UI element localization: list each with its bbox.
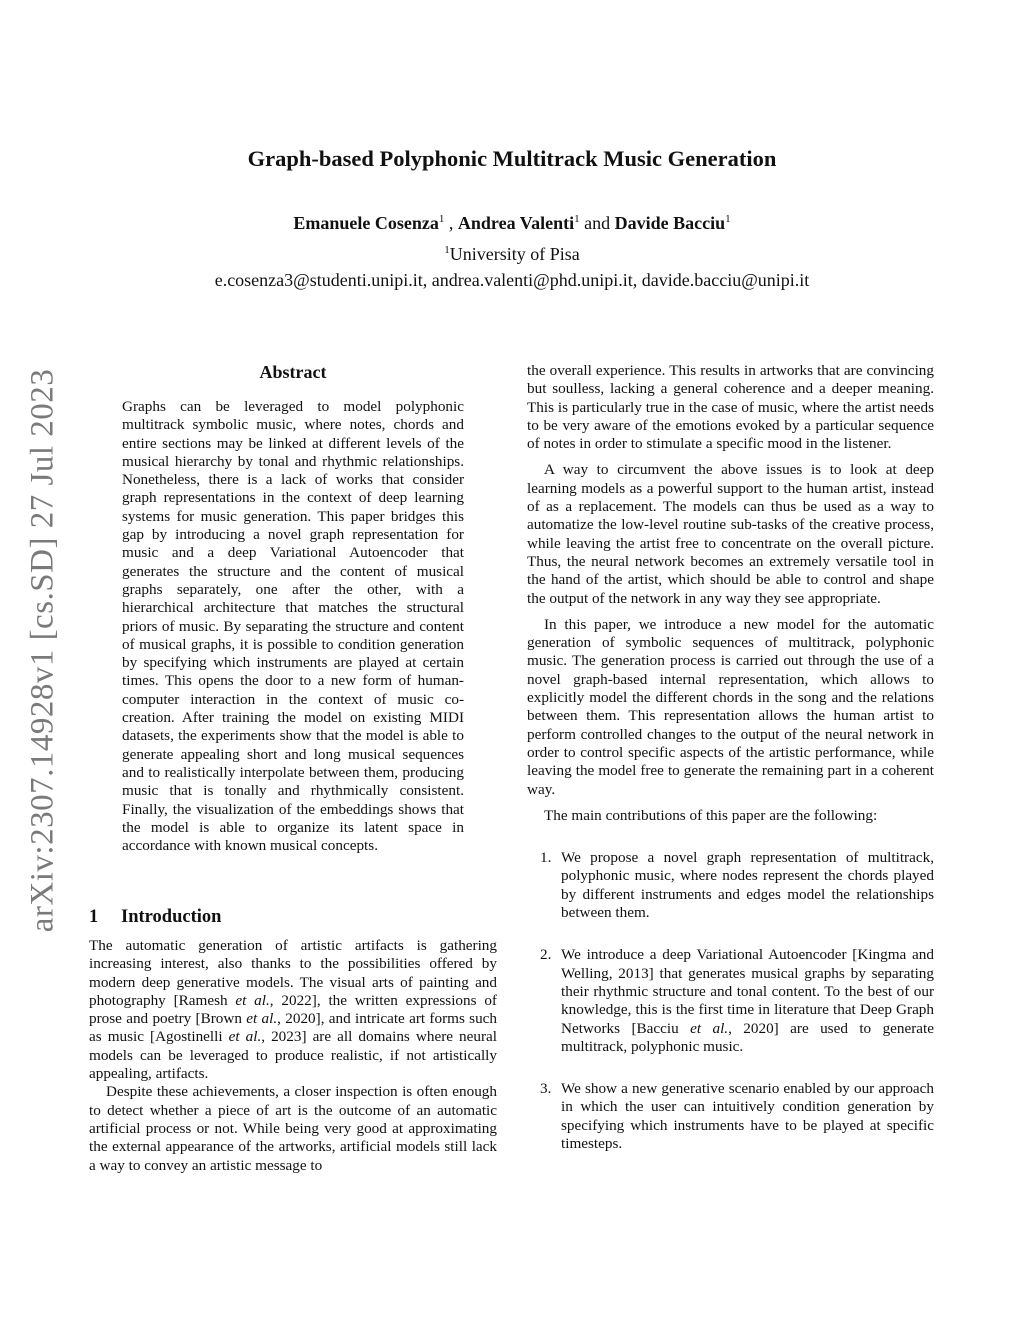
left-column-body xyxy=(89,937,497,1175)
abstract-body xyxy=(122,398,464,855)
author-name: Emanuele Cosenza xyxy=(293,213,439,233)
citation-et-al: et al. xyxy=(235,991,270,1009)
author-separator: and xyxy=(579,213,615,233)
citation-et-al: et al. xyxy=(246,1010,278,1028)
abstract-heading: Abstract xyxy=(259,362,327,382)
author-separator: , xyxy=(444,213,458,233)
contribution-text: We propose a novel graph representation of multitrack, polyphonic music, where nodes represent the chords played by different instruments and edges model the relationships between them. xyxy=(561,849,934,922)
arxiv-identifier: arXiv:2307.14928v1 [cs.SD] 27 Jul 2023 xyxy=(24,368,61,933)
section-number: 1 xyxy=(89,907,99,927)
right-column-body xyxy=(527,362,934,1153)
intro-paragraph-3: the overall experience. This results in artworks that are convincing but soulless, lacking a general coherence and a deeper meaning. This is particularly true in the case of music, where the artist needs to be very aware of the emotions evoked by a particular sequence of notes in order to stimulate a specific mood in the listener. xyxy=(527,362,934,453)
affiliation-name: University of Pisa xyxy=(449,244,580,264)
contribution-item xyxy=(527,849,934,922)
citation-et-al: et al. xyxy=(690,1019,729,1037)
contribution-text: We introduce a deep Variational Autoencoder [Kingma and Welling, 2013] that generates musical graphs by separating their rhythmic structure and tonal content. To the best of our knowledge, this is the first time in literature that Deep Graph Networks [Bacciu et al., 2020] are used to generate multitrack, polyphonic music. xyxy=(561,946,934,1055)
intro-paragraph-5: In this paper, we introduce a new model for the automatic generation of symbolic sequences of multitrack, polyphonic music. The generation process is carried out through the use of a novel graph-based internal representation, which allows to explicitly model the different chords in the song and the relations between them. This representation allows the human artist to perform controlled changes to the output of the neural network in order to control specific aspects of the artistic performance, while leaving the model free to generate the remaining part in a coherent way. xyxy=(527,615,934,798)
intro-paragraph-6: The main contributions of this paper are the following: xyxy=(544,806,878,824)
citation-et-al: et al. xyxy=(228,1028,262,1046)
affiliation xyxy=(0,244,1024,265)
abstract-text: Graphs can be leveraged to model polyphonic multitrack symbolic music, where notes, chords and entire sections may be linked at different levels of the musical hierarchy by tonal and rhythmic relationships. Nonetheless, there is a lack of works that consider graph representations in the context of deep learning systems for music generation. This paper bridges this gap by introducing a novel graph representation for music and a deep Variational Autoencoder that generates the structure and the content of musical graphs separately, one after the other, with a hierarchical architecture that matches the structural priors of music. By separating the structure and content of musical graphs, it is possible to condition generation by specifying which instruments are played at certain times. This opens the door to a new form of human-computer interaction in the context of music co-creation. After training the model on existing MIDI datasets, the experiments show that the model is able to generate appealing short and long musical sequences and to realistically interpolate between them, producing music that is tonally and rhythmically consistent. Finally, the visualization of the embeddings shows that the model is able to organize its latent space in accordance with known musical concepts. xyxy=(122,398,464,855)
contribution-text: We show a new generative scenario enabled by our approach in which the user can intuitively condition generation by specifying which instruments have to be played at specific timesteps. xyxy=(561,1080,934,1152)
author-emails: e.cosenza3@studenti.unipi.it, andrea.valenti@phd.unipi.it, davide.bacciu@unipi.it xyxy=(214,270,810,290)
author-list xyxy=(0,213,1024,234)
section-heading-introduction xyxy=(89,907,221,928)
intro-paragraph-1: The automatic generation of artistic artifacts is gathering increasing interest, also thanks to the possibilities offered by modern deep generative models. The visual arts of painting and photography [Ramesh et al., 2022], the written expressions of prose and poetry [Brown et al., 2020], and intricate art forms such as music [Agostinelli et al., 2023] are all domains where neural models can be leveraged to produce realistic, if not artistically appealing, artifacts. xyxy=(89,937,498,1083)
section-title: Introduction xyxy=(121,907,222,927)
paper-title: Graph-based Polyphonic Multitrack Music Generation xyxy=(247,146,777,171)
contribution-item xyxy=(527,946,934,1056)
author-name: Davide Bacciu xyxy=(614,213,726,233)
affiliation-sup: 1 xyxy=(444,244,450,256)
list-number: 2. xyxy=(540,946,552,964)
contribution-item xyxy=(527,1080,934,1153)
intro-paragraph-2: Despite these achievements, a closer inspection is often enough to detect whether a piece of art is the outcome of an automatic artificial process or not. While being very good at approximating the external appearance of the artworks, artificial models still lack a way to convey an artistic message to xyxy=(89,1083,497,1174)
author-name: Andrea Valenti xyxy=(457,213,575,233)
list-number: 3. xyxy=(540,1080,552,1098)
list-number: 1. xyxy=(540,849,552,867)
author-sup: 1 xyxy=(574,213,580,225)
author-sup: 1 xyxy=(725,213,731,225)
intro-paragraph-4: A way to circumvent the above issues is to look at deep learning models as a powerful support to the human artist, instead of as a replacement. The models can thus be used as a way to automatize the low-level routine sub-tasks of the creative process, while leaving the artist free to concentrate on the overall picture. Thus, the neural network becomes an extremely versatile tool in the hand of the artist, which should be able to control and shape the output of the network in any way they see appropriate. xyxy=(527,461,934,607)
author-sup: 1 xyxy=(438,213,445,225)
